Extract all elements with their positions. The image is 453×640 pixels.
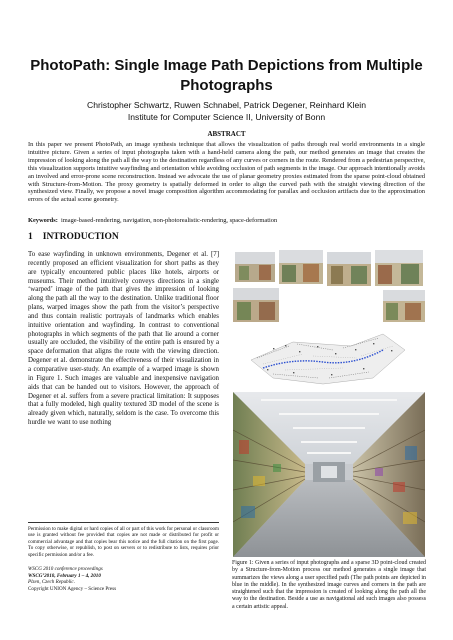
section-heading <box>28 232 129 242</box>
authors: Christopher Schwartz, Ruwen Schnabel, Patrick Degener, Reinhard Klein <box>87 100 366 110</box>
title-line-1: PhotoPath: Single Image Path Depictions from Multiple <box>30 57 423 74</box>
abstract-heading: ABSTRACT <box>207 130 246 138</box>
permission-divider <box>28 522 219 523</box>
section-number: 1 <box>28 232 33 242</box>
synthesized-image <box>233 392 425 557</box>
keywords <box>28 217 425 225</box>
figure-caption: Figure 1: Given a series of input photographs and a sparse 3D point-cloud created by a Structure-from-Motion process our method generates a single image that summarizes the views along a user specified path (The path points are depicted in blue in the middle). In the synthesized image curves and corners in the path are straightened such that the impression is created of looking along the path all the way to the destination. Beside a use as navigational aid such images also possess a certain artistic appeal. <box>232 560 426 610</box>
point-cloud <box>251 334 405 384</box>
conf-dates: WSCG’2010, February 1 – 4, 2010 <box>28 572 101 579</box>
affiliation: Institute for Computer Science II, University of Bonn <box>127 112 326 122</box>
conf-location: Plzen, Czech Republic. <box>28 579 75 585</box>
conference-info <box>28 566 116 592</box>
intro-paragraph: To ease wayfinding in unknown environments, Degener et al. [7] recently proposed an efficient visualization for short paths as they are typically encountered public places like hotels, airports or museums. Their method intuitively conveys directions in a single ‘warped’ image of the path that gives the impression of looking along the path all the way to the destination. Unlike traditional floor plans, warped images show the path from the visitor’s perspective and thus contain realistic portrayals of landmarks which enables intuitive orientation and wayfinding. In contrast to conventional photographs in which segments of the path that lie around a corner usually are occluded, the visibility of the entire path is ensured by a space deformation that aligns the route with the viewing direction. Degener et al. demonstrate the effectiveness of their visualization in a comparative user-study. An example of a warped image is shown in Figure 1. Such images are valuable and inexpensive navigation aids that can be handed out to visitors. However, the approach of Degener et al. suffers from a severe practical limitation: It supposes that a fully modeled, high quality textured 3D model of the scene is already given which, naturally, seldom is the case. To overcome this hurdle we want to use nothing <box>28 251 219 427</box>
author-block <box>30 99 423 123</box>
conf-copyright: Copyright UNION Agency – Science Press <box>28 585 117 592</box>
conf-proceedings: WSCG 2010 conference proceedings <box>28 566 103 572</box>
title-line-2: Photographs <box>180 77 273 94</box>
keywords-label: Keywords: <box>28 217 58 224</box>
keywords-list: image-based-rendering, navigation, non-photorealistic-rendering, space-deformation <box>61 217 278 224</box>
abstract-text: In this paper we present PhotoPath, an image synthesis technique that allows the visualization of paths through real world environments in a single intuitive picture. Given a series of input photographs taken with a hand-held camera along the path, our method generates an image that creates the impression of looking along the path all the way to the destination regardless of any curves or corners in the route. Rendered from a pedestrian perspective, this visualization supports intuitive wayfinding and orientation while avoiding occlusion of path segments in the image. Our approach intentionally avoids an involved and error-prone scene reconstruction. Instead we advocate the use of planar geometry proxies estimated from the sparse point-cloud obtained with Structure-from-Motion. The proxy geometry is spatially deformed in order to align the curved path with the straight viewing direction of the synthesized view. Finally, we propose a novel image composition algorithm accommodating for parallax and occlusion artifacts due to the approximation errors of the actual scene geometry. <box>28 141 425 204</box>
figure-1 <box>233 250 425 557</box>
permission-notice: Permission to make digital or hard copies of all or part of this work for personal or classroom use is granted without fee provided that copies are not made or distributed for profit or commercial advantage and that copies bear this notice and the full citation on the first page. To copy otherwise, or republish, to post on servers or to redistribute to lists, requires prior specific permission and/or a fee. <box>28 526 219 558</box>
paper-title <box>30 56 423 96</box>
input-photographs <box>233 250 425 322</box>
section-title: INTRODUCTION <box>42 232 119 242</box>
